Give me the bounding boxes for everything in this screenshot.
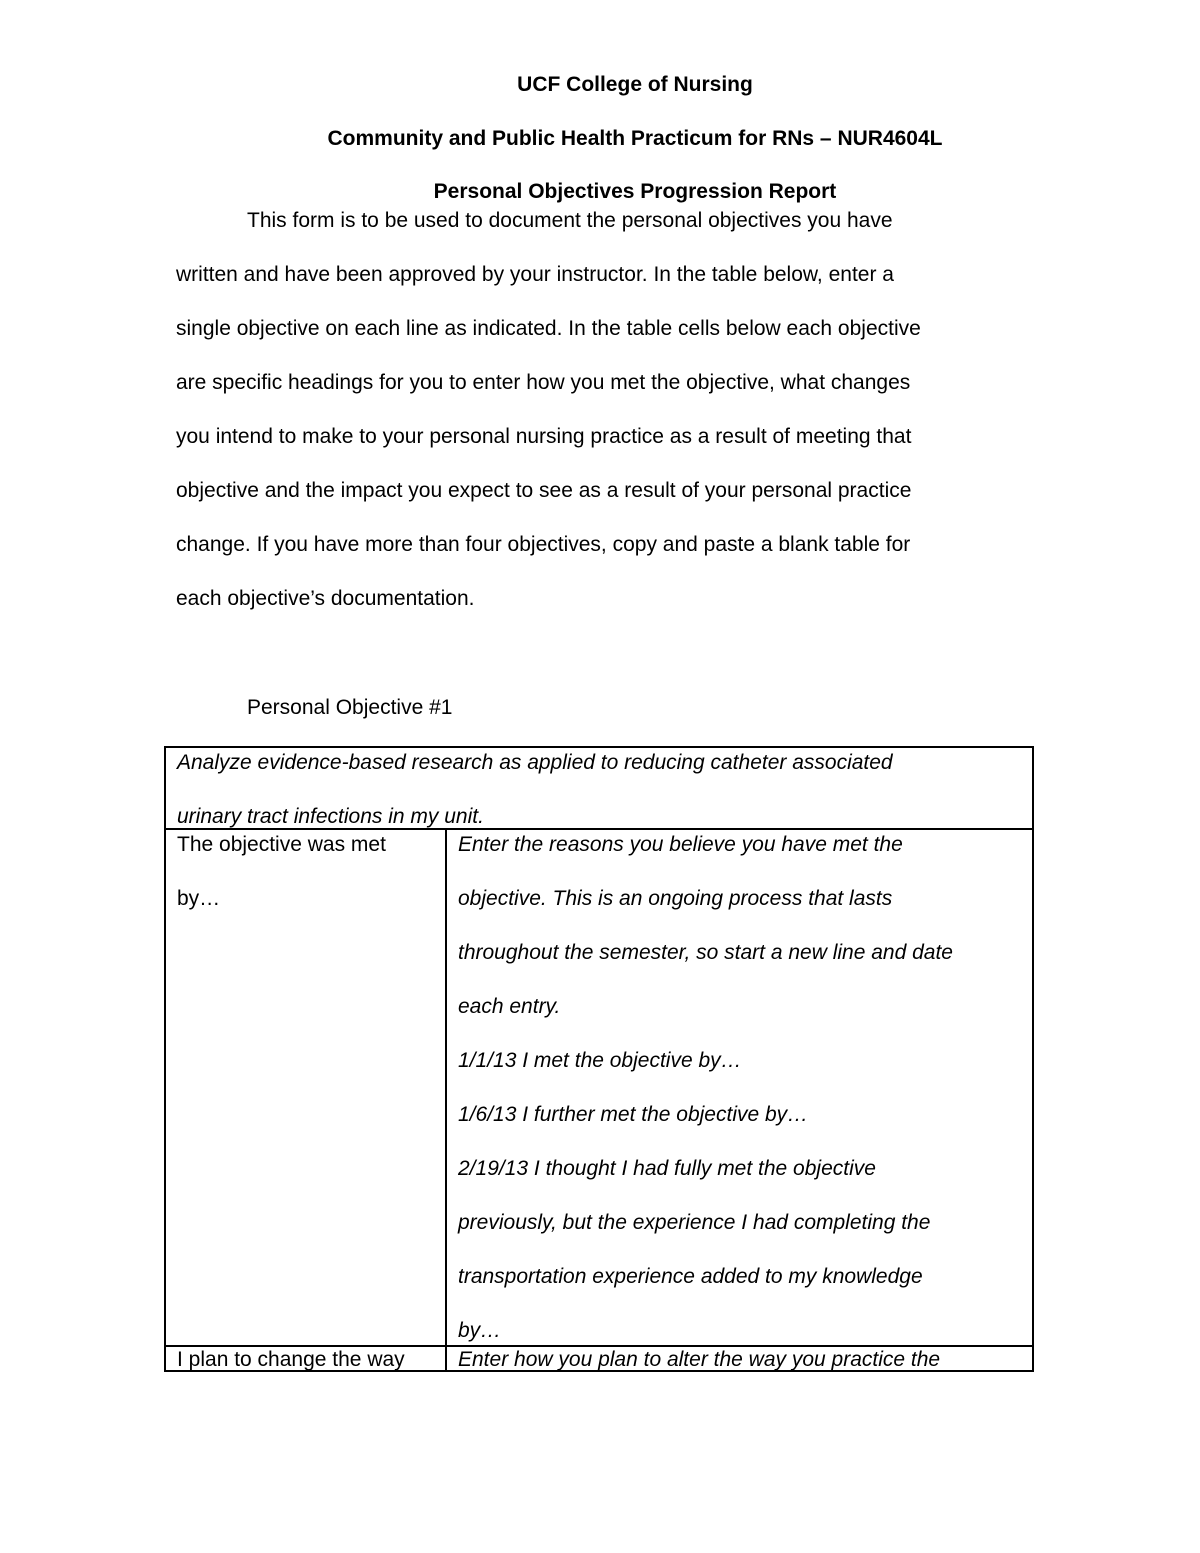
met-by-content-line: by… (458, 1319, 502, 1342)
met-by-content-line: 1/6/13 I further met the objective by… (458, 1103, 809, 1126)
met-by-content-line: objective. This is an ongoing process that lasts (458, 887, 893, 910)
intro-line: change. If you have more than four objectives, copy and paste a blank table for (176, 533, 911, 556)
table-border-right (1032, 746, 1034, 1372)
met-by-label-line: by… (177, 887, 221, 910)
plan-change-label-cell[interactable]: I plan to change the way (177, 1348, 405, 1371)
objective-heading: Personal Objective #1 (247, 696, 453, 719)
intro-line: single objective on each line as indicated. In the table cells below each objective (176, 317, 921, 340)
met-by-content-line: Enter the reasons you believe you have met the (458, 833, 903, 856)
intro-line: each objective’s documentation. (176, 587, 475, 610)
course-title: Community and Public Health Practicum for RNs – NUR4604L (327, 127, 943, 150)
table-border-top (164, 746, 1034, 748)
met-by-content-line: previously, but the experience I had completing the (458, 1211, 931, 1234)
intro-line: This form is to be used to document the personal objectives you have (247, 209, 893, 232)
met-by-content-line: each entry. (458, 995, 561, 1018)
table-column-divider (445, 828, 447, 1372)
met-by-label-cell[interactable] (177, 832, 386, 940)
intro-line: you intend to make to your personal nursing practice as a result of meeting that (176, 425, 912, 448)
plan-change-content-cell[interactable]: Enter how you plan to alter the way you practice the (458, 1348, 941, 1371)
report-title: Personal Objectives Progression Report (433, 180, 837, 203)
met-by-content-line: transportation experience added to my knowledge (458, 1265, 923, 1288)
met-by-content-line: 2/19/13 I thought I had fully met the objective (458, 1157, 876, 1180)
intro-paragraph (176, 208, 1026, 640)
met-by-content-line: 1/1/13 I met the objective by… (458, 1049, 742, 1072)
met-by-label-line: The objective was met (177, 833, 386, 856)
met-by-content-cell[interactable] (458, 832, 953, 1372)
table-border-left (164, 746, 166, 1372)
objective-line: urinary tract infections in my unit. (177, 805, 484, 828)
objective-line: Analyze evidence-based research as applied to reducing catheter associated (177, 751, 893, 774)
intro-line: objective and the impact you expect to see as a result of your personal practice (176, 479, 912, 502)
institution-title: UCF College of Nursing (517, 73, 753, 96)
intro-line: written and have been approved by your instructor. In the table below, enter a (176, 263, 894, 286)
met-by-content-line: throughout the semester, so start a new line and date (458, 941, 953, 964)
intro-line: are specific headings for you to enter how you met the objective, what changes (176, 371, 911, 394)
objective-table (164, 746, 1034, 1374)
